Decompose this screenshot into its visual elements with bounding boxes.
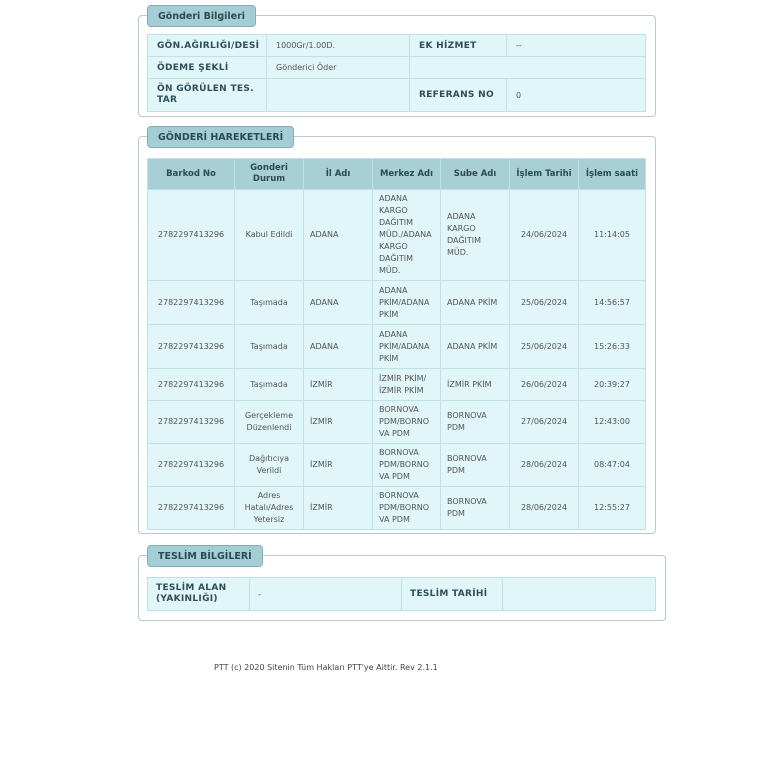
cell-time: 15:26:33 <box>579 325 646 369</box>
col-time: İşlem saati <box>579 159 646 190</box>
est-delivery-value <box>267 79 410 112</box>
col-city: İl Adı <box>304 159 373 190</box>
table-row <box>148 325 646 369</box>
cell-time: 20:39:27 <box>579 369 646 401</box>
delivery-table <box>147 577 656 611</box>
table-row <box>148 57 646 79</box>
cell-city: ADANA <box>304 190 373 281</box>
empty-cell <box>410 57 646 79</box>
cell-date: 28/06/2024 <box>510 487 579 530</box>
extra-service-value: -- <box>507 35 646 57</box>
cell-center: ADANA PKİM/ADANA PKİM <box>373 281 441 325</box>
payment-value: Gönderici Öder <box>267 57 410 79</box>
cell-barcode: 2782297413296 <box>148 401 235 444</box>
shipment-info-title: Gönderi Bilgileri <box>147 5 256 27</box>
cell-time: 11:14:05 <box>579 190 646 281</box>
delivery-date-value <box>503 578 656 611</box>
cell-barcode: 2782297413296 <box>148 190 235 281</box>
cell-center: BORNOVA PDM/BORNOVA PDM <box>373 487 441 530</box>
cell-barcode: 2782297413296 <box>148 369 235 401</box>
col-branch: Sube Adı <box>441 159 510 190</box>
shipment-info-table <box>147 34 646 112</box>
cell-branch: BORNOVA PDM <box>441 487 510 530</box>
table-row <box>148 369 646 401</box>
delivery-date-label: TESLİM TARİHİ <box>402 578 503 611</box>
cell-city: ADANA <box>304 281 373 325</box>
cell-branch: ADANA KARGO DAĞITIM MÜD. <box>441 190 510 281</box>
cell-date: 25/06/2024 <box>510 325 579 369</box>
cell-time: 12:43:00 <box>579 401 646 444</box>
delivery-title: TESLİM BİLGİLERİ <box>147 545 263 567</box>
cell-barcode: 2782297413296 <box>148 325 235 369</box>
cell-status: Taşımada <box>235 281 304 325</box>
movements-table <box>147 158 646 530</box>
est-delivery-label: ÖN GÖRÜLEN TES. TAR <box>148 79 267 112</box>
table-row <box>148 79 646 112</box>
table-row <box>148 487 646 530</box>
cell-branch: ADANA PKİM <box>441 325 510 369</box>
cell-time: 14:56:57 <box>579 281 646 325</box>
footer-copyright: PTT (c) 2020 Sitenin Tüm Hakları PTT'ye Aittir. Rev 2.1.1 <box>214 663 438 672</box>
cell-center: BORNOVA PDM/BORNOVA PDM <box>373 401 441 444</box>
cell-branch: BORNOVA PDM <box>441 401 510 444</box>
cell-status: Taşımada <box>235 325 304 369</box>
cell-barcode: 2782297413296 <box>148 487 235 530</box>
extra-service-label: EK HİZMET <box>410 35 507 57</box>
cell-barcode: 2782297413296 <box>148 444 235 487</box>
table-row <box>148 444 646 487</box>
cell-status: Gerçekleme Düzenlendi <box>235 401 304 444</box>
cell-date: 28/06/2024 <box>510 444 579 487</box>
reference-label: REFERANS NO <box>410 79 507 112</box>
cell-date: 26/06/2024 <box>510 369 579 401</box>
cell-center: ADANA KARGO DAĞITIM MÜD./ADANA KARGO DAĞITIM MÜD. <box>373 190 441 281</box>
cell-branch: İZMİR PKİM <box>441 369 510 401</box>
weight-value: 1000Gr/1.00D. <box>267 35 410 57</box>
receiver-label: TESLİM ALAN (YAKINLIĞI) <box>148 578 250 611</box>
col-center: Merkez Adı <box>373 159 441 190</box>
cell-center: BORNOVA PDM/BORNOVA PDM <box>373 444 441 487</box>
cell-branch: BORNOVA PDM <box>441 444 510 487</box>
cell-city: İZMİR <box>304 369 373 401</box>
cell-status: Adres Hatalı/Adres Yetersiz <box>235 487 304 530</box>
cell-time: 08:47:04 <box>579 444 646 487</box>
movements-title: GÖNDERİ HAREKETLERİ <box>147 126 294 148</box>
table-header-row <box>148 159 646 190</box>
cell-time: 12:55:27 <box>579 487 646 530</box>
table-row <box>148 578 656 611</box>
cell-status: Taşımada <box>235 369 304 401</box>
cell-date: 25/06/2024 <box>510 281 579 325</box>
cell-center: ADANA PKİM/ADANA PKİM <box>373 325 441 369</box>
weight-label: GÖN.AĞIRLIĞI/DESİ <box>148 35 267 57</box>
cell-status: Kabul Edildi <box>235 190 304 281</box>
receiver-value: - <box>250 578 402 611</box>
cell-city: İZMİR <box>304 401 373 444</box>
cell-city: ADANA <box>304 325 373 369</box>
table-row <box>148 281 646 325</box>
reference-value: 0 <box>507 79 646 112</box>
table-row <box>148 401 646 444</box>
cell-date: 27/06/2024 <box>510 401 579 444</box>
cell-branch: ADANA PKİM <box>441 281 510 325</box>
cell-status: Dağıtıcıya Verildi <box>235 444 304 487</box>
cell-center: İZMİR PKİM/ İZMİR PKİM <box>373 369 441 401</box>
cell-barcode: 2782297413296 <box>148 281 235 325</box>
col-status: Gonderi Durum <box>235 159 304 190</box>
table-row <box>148 190 646 281</box>
cell-city: İZMİR <box>304 487 373 530</box>
payment-label: ÖDEME ŞEKLİ <box>148 57 267 79</box>
table-row <box>148 35 646 57</box>
col-barcode: Barkod No <box>148 159 235 190</box>
cell-date: 24/06/2024 <box>510 190 579 281</box>
cell-city: İZMİR <box>304 444 373 487</box>
col-date: İşlem Tarihi <box>510 159 579 190</box>
